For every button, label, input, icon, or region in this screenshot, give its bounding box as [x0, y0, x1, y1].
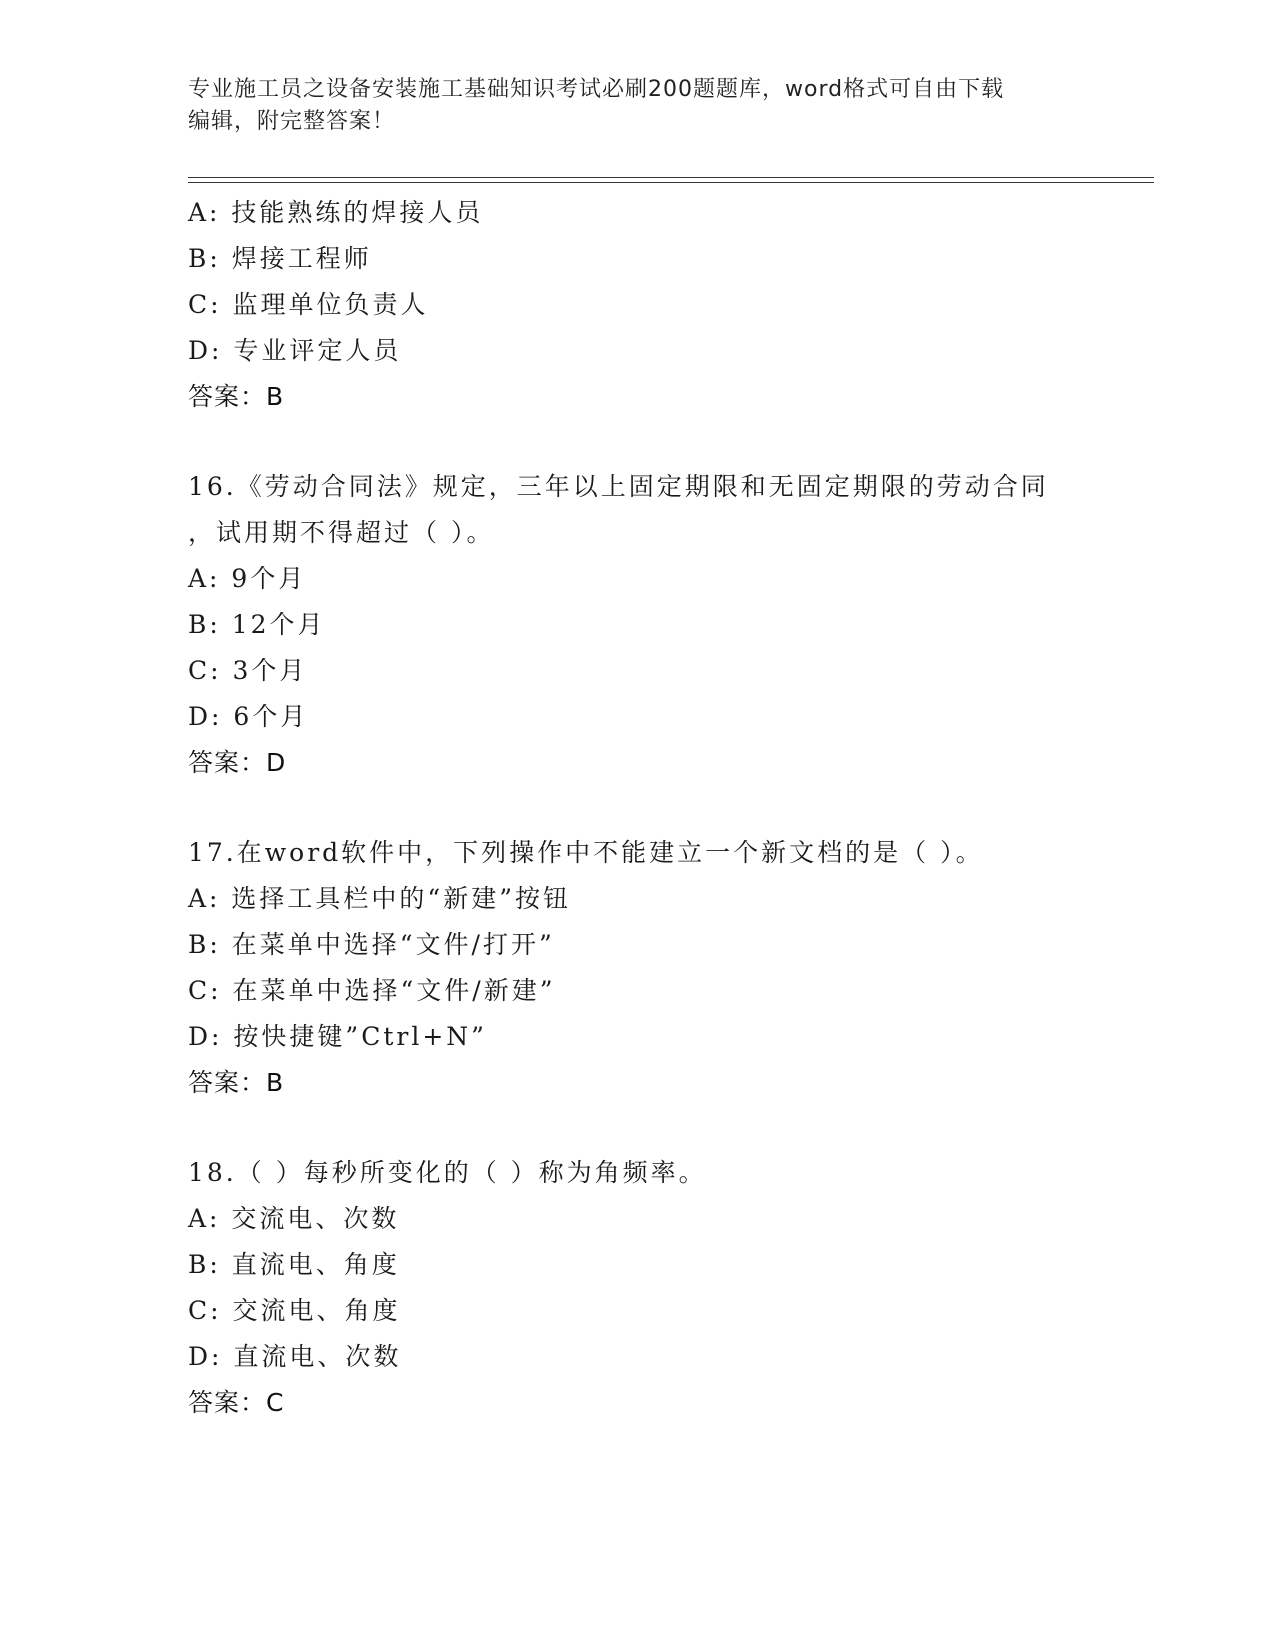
option-d: D: 直流电、次数 — [188, 1342, 402, 1371]
question-text — [188, 464, 1148, 556]
answer: 答案：C — [188, 1388, 285, 1417]
header-line-1: 专业施工员之设备安装施工基础知识考试必刷200题题库，word格式可自由下载 — [188, 77, 1005, 102]
document-header — [188, 74, 1068, 138]
option-b: B: 12个月 — [188, 610, 326, 639]
header-line-2: 编辑，附完整答案！ — [188, 109, 396, 134]
option-c: C: 监理单位负责人 — [188, 290, 429, 319]
option-a: A: 9个月 — [188, 564, 307, 593]
question-15 — [188, 190, 1148, 420]
answer: 答案：D — [188, 748, 287, 777]
question-16 — [188, 464, 1148, 786]
option-a: A: 交流电、次数 — [188, 1204, 400, 1233]
question-text — [188, 830, 1148, 876]
option-c: C: 3个月 — [188, 656, 308, 685]
header-divider-top — [188, 177, 1154, 178]
option-a: A: 技能熟练的焊接人员 — [188, 198, 484, 227]
question-text — [188, 1150, 1148, 1196]
question-17 — [188, 830, 1148, 1106]
question-text-line-1: 18.（ ）每秒所变化的（ ）称为角频率。 — [188, 1158, 707, 1187]
answer: 答案：B — [188, 382, 285, 411]
option-c: C: 交流电、角度 — [188, 1296, 401, 1325]
question-text-line-2: ，试用期不得超过（ ）。 — [188, 518, 495, 547]
option-a: A: 选择工具栏中的“新建”按钮 — [188, 884, 571, 913]
option-c: C: 在菜单中选择“文件/新建” — [188, 976, 556, 1005]
option-b: B: 直流电、角度 — [188, 1250, 400, 1279]
option-d: D: 专业评定人员 — [188, 336, 402, 365]
header-divider-bottom — [188, 182, 1154, 183]
question-text-line-1: 17.在word软件中，下列操作中不能建立一个新文档的是（ ）。 — [188, 838, 984, 867]
option-b: B: 在菜单中选择“文件/打开” — [188, 930, 555, 959]
option-d: D: 按快捷键”Ctrl+N” — [188, 1022, 487, 1051]
question-list — [188, 190, 1148, 1426]
answer: 答案：B — [188, 1068, 285, 1097]
option-d: D: 6个月 — [188, 702, 309, 731]
question-text-line-1: 16.《劳动合同法》规定，三年以上固定期限和无固定期限的劳动合同 — [188, 472, 1049, 501]
option-b: B: 焊接工程师 — [188, 244, 372, 273]
question-18 — [188, 1150, 1148, 1426]
